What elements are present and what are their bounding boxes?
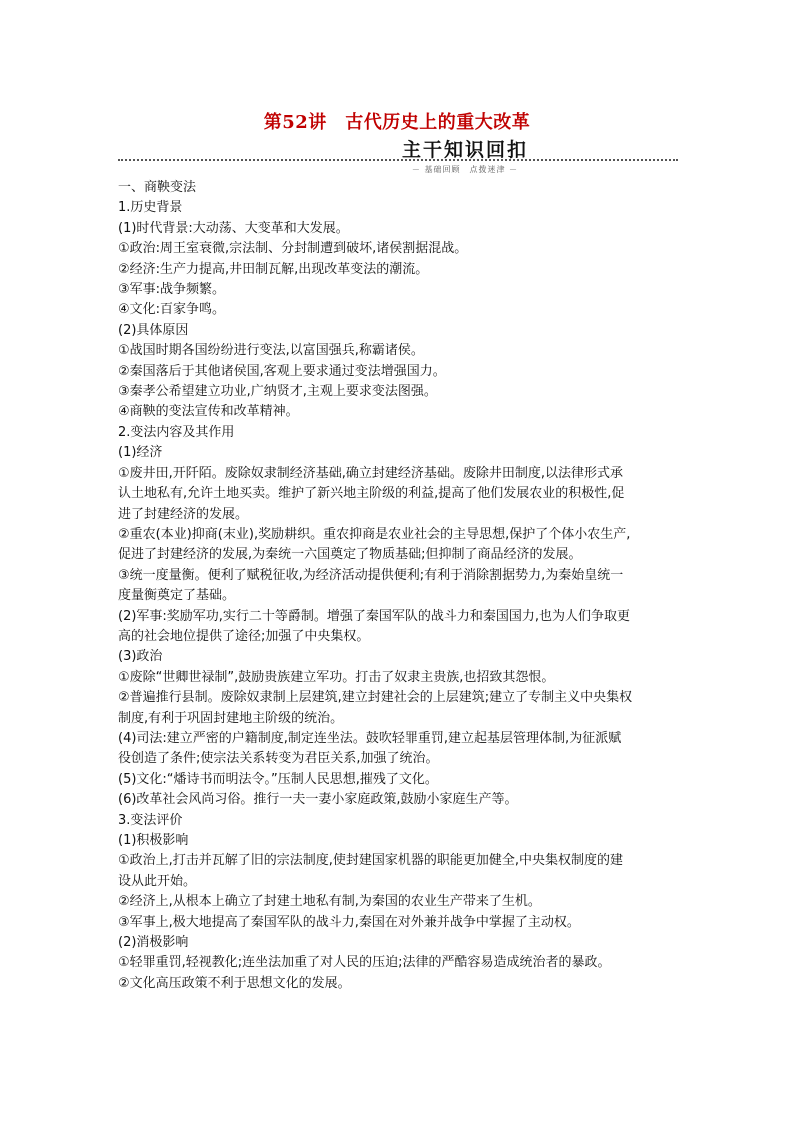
text-line: (2)消极影响 — [118, 935, 189, 951]
text-line: ①轻罪重罚,轻视教化;连坐法加重了对人民的压迫;法律的严酷容易造成统治者的暴政。 — [118, 955, 611, 971]
text-line: 高的社会地位提供了途径;加强了中央集权。 — [118, 628, 370, 644]
text-line: 促进了封建经济的发展,为秦统一六国奠定了物质基础;但抑制了商品经济的发展。 — [118, 547, 582, 563]
text-line: ②经济:生产力提高,井田制瓦解,出现改革变法的潮流。 — [118, 261, 429, 277]
lesson-title: 第52讲 古代历史上的重大改革 — [263, 112, 531, 133]
text-line: ③统一度量衡。便利了赋税征收,为经济活动提供便利;有利于消除割据势力,为秦始皇统一 — [118, 567, 624, 583]
text-line: 1.历史背景 — [118, 200, 183, 216]
banner-subtitle: － 基础回顾 点拨迷津 － — [411, 165, 518, 174]
banner-divider — [118, 159, 678, 161]
text-line: 3.变法评价 — [118, 812, 183, 828]
text-line: (1)经济 — [118, 445, 163, 461]
text-line: ②重农(本业)抑商(末业),奖励耕织。重农抑商是农业社会的主导思想,保护了个体小农生产, — [118, 526, 631, 542]
text-line: (6)改革社会风尚习俗。推行一夫一妻小家庭政策,鼓励小家庭生产等。 — [118, 792, 518, 808]
text-line: ①废除“世卿世禄制”,鼓励贵族建立军功。打击了奴隶主贵族,也招致其怨恨。 — [118, 669, 555, 685]
text-line: ②文化高压政策不利于思想文化的发展。 — [118, 975, 351, 991]
text-line: ①废井田,开阡陌。废除奴隶制经济基础,确立封建经济基础。废除井田制度,以法律形式承 — [118, 465, 624, 481]
text-line: ①政治上,打击并瓦解了旧的宗法制度,使封建国家机器的职能更加健全,中央集权制度的建 — [118, 853, 624, 869]
text-line: (2)具体原因 — [118, 322, 189, 338]
text-line: ③军事:战争频繁。 — [118, 282, 226, 298]
text-line: ③秦孝公希望建立功业,广纳贤才,主观上要求变法图强。 — [118, 384, 437, 400]
text-line: ②秦国落后于其他诸侯国,客观上要求通过变法增强国力。 — [118, 363, 446, 379]
text-line: ②经济上,从根本上确立了封建土地私有制,为秦国的农业生产带来了生机。 — [118, 894, 541, 910]
text-line: (2)军事:奖励军功,实行二十等爵制。增强了秦国军队的战斗力和秦国国力,也为人们争取更 — [118, 608, 631, 624]
text-line: 2.变法内容及其作用 — [118, 424, 235, 440]
text-line: ④文化:百家争鸣。 — [118, 302, 226, 318]
text-line: 度量衡奠定了基础。 — [118, 588, 236, 604]
text-line: ①战国时期各国纷纷进行变法,以富国强兵,称霸诸侯。 — [118, 343, 424, 359]
text-line: ③军事上,极大地提高了秦国军队的战斗力,秦国在对外兼并战争中掌握了主动权。 — [118, 914, 580, 930]
text-line: (3)政治 — [118, 649, 163, 665]
text-line: ②普遍推行县制。废除奴隶制上层建筑,建立封建社会的上层建筑;建立了专制主义中央集权 — [118, 690, 633, 706]
text-line: 进了封建经济的发展。 — [118, 506, 249, 522]
text-line: (5)文化:“燔诗书而明法令。”压制人民思想,摧残了文化。 — [118, 771, 438, 787]
body-text — [118, 178, 678, 994]
text-line: (4)司法:建立严密的户籍制度,制定连坐法。鼓吹轻罪重罚,建立起基层管理体制,为征派赋 — [118, 730, 622, 746]
text-line: (1)时代背景:大动荡、大变革和大发展。 — [118, 220, 349, 236]
section-banner — [118, 132, 678, 177]
text-line: 制度,有利于巩固封建地主阶级的统治。 — [118, 710, 344, 726]
text-line: 役创造了条件;使宗法关系转变为君臣关系,加强了统治。 — [118, 751, 439, 767]
text-line: ①政治:周王室衰微,宗法制、分封制遭到破坏,诸侯割据混战。 — [118, 241, 468, 257]
text-line: (1)积极影响 — [118, 833, 189, 848]
text-line: 认土地私有,允许土地买卖。维护了新兴地主阶级的利益,提高了他们发展农业的积极性,促 — [118, 486, 625, 502]
text-line: 设从此开始。 — [118, 873, 197, 889]
text-line: 一、商鞅变法 — [118, 180, 197, 195]
text-line: ④商鞅的变法宣传和改革精神。 — [118, 404, 299, 420]
banner-heading: 主干知识回扣 — [401, 139, 528, 161]
